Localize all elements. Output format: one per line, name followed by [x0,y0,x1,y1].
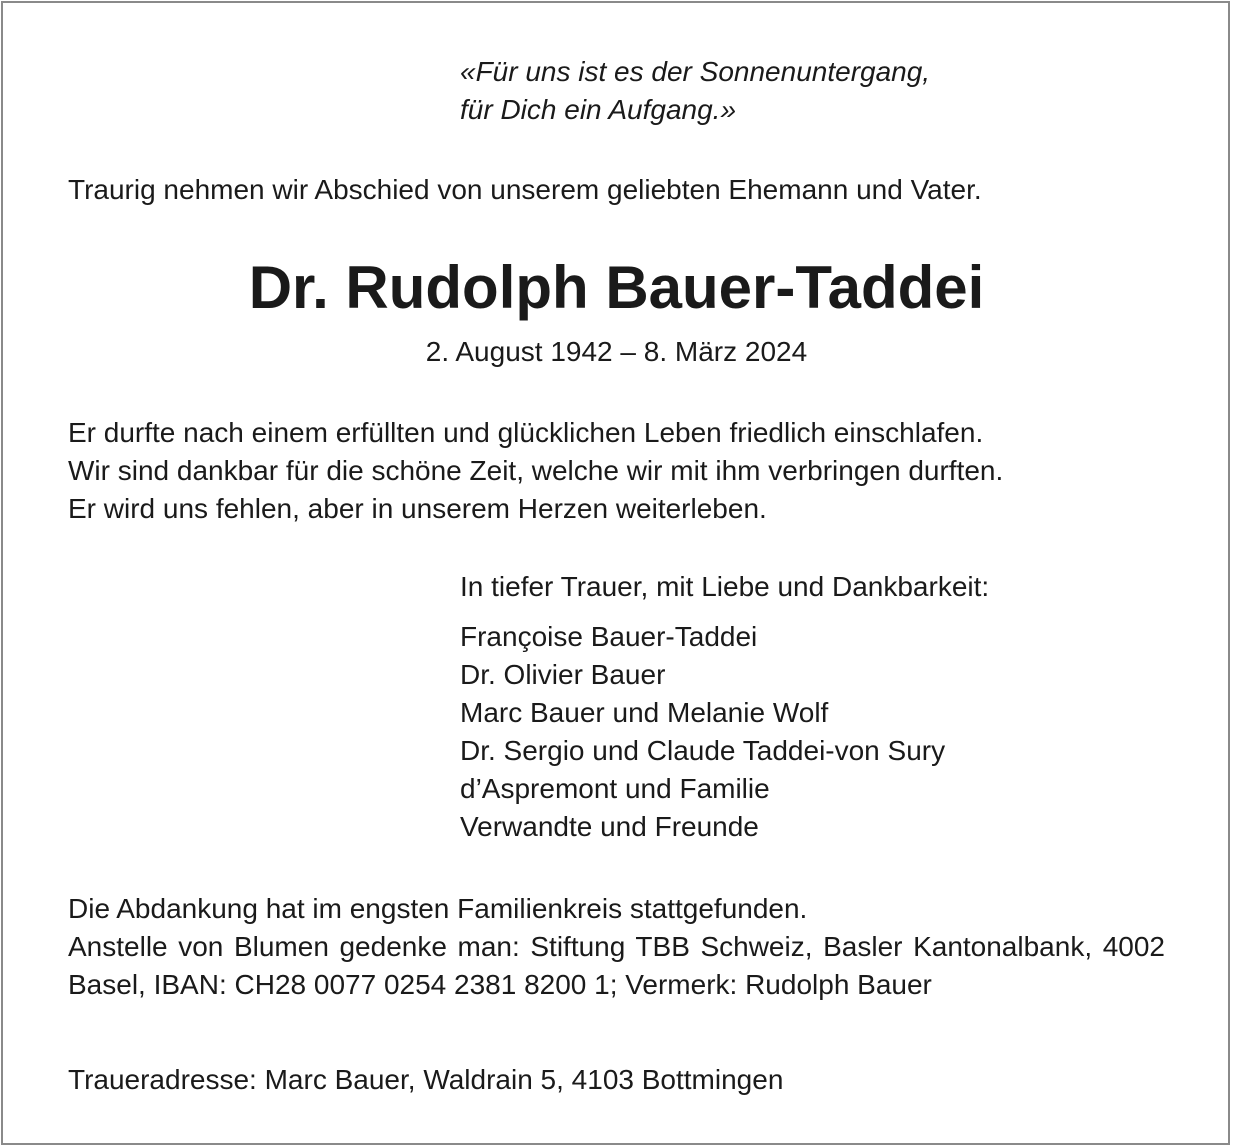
tribute-paragraph [68,414,1003,528]
deceased-name: Dr. Rudolph Bauer-Taddei [248,254,985,321]
mourner-name: Françoise Bauer-Taddei [460,621,758,652]
tribute-line-2: Wir sind dankbar für die schöne Zeit, welche wir mit ihm verbringen durften. [68,455,1004,486]
mourner-name: d’Aspremont und Familie [460,773,770,804]
quote-line-2: für Dich ein Aufgang.» [460,94,737,125]
mourner-name: Verwandte und Freunde [460,811,759,842]
tribute-line-1: Er durfte nach einem erfüllten und glücklichen Leben friedlich einschlafen. [68,417,984,448]
service-note: Die Abdankung hat im engsten Familienkreis stattgefunden. [68,893,808,924]
mourner-name: Marc Bauer und Melanie Wolf [460,697,829,728]
mourner-name: Dr. Sergio und Claude Taddei-von Sury [460,735,946,766]
tribute-line-3: Er wird uns fehlen, aber in unserem Herzen weiterleben. [68,493,767,524]
donation-note: Anstelle von Blumen gedenke man: Stiftung TBB Schweiz, Basler Kantonalbank, 4002 Basel, IBAN: CH28 0077 0254 2381 8200 1; Vermerk: Rudolph Bauer [68,931,1165,1000]
mourners-heading: In tiefer Trauer, mit Liebe und Dankbarkeit: [460,571,990,602]
quote-line-1: «Für uns ist es der Sonnenuntergang, [460,56,931,87]
service-info [68,890,1165,1004]
mourning-address: Traueradresse: Marc Bauer, Waldrain 5, 4103 Bottmingen [68,1064,784,1095]
mourner-name: Dr. Olivier Bauer [460,659,666,690]
life-dates: 2. August 1942 – 8. März 2024 [425,336,808,367]
opening-quote [460,53,930,129]
intro-text: Traurig nehmen wir Abschied von unserem geliebten Ehemann und Vater. [68,174,982,205]
mourners-list [460,618,945,846]
